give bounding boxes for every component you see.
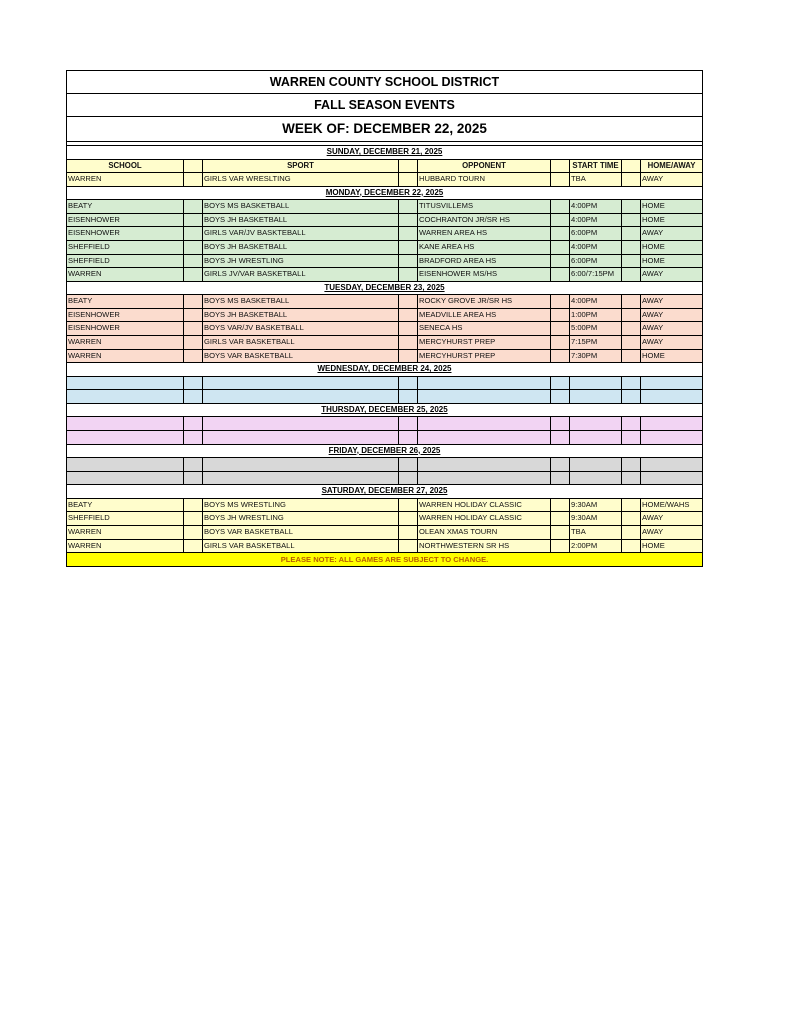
school-cell — [67, 390, 184, 403]
home-away-cell: AWAY — [642, 228, 664, 238]
start-time-cell: 7:15PM — [570, 336, 622, 349]
sport-cell: BOYS MS BASKETBALL — [203, 295, 399, 308]
spacer-cell — [184, 173, 203, 186]
spacer-cell — [622, 160, 641, 173]
event-row — [67, 255, 702, 269]
spacer-cell — [184, 512, 203, 525]
sport-cell: BOYS MS WRESTLING — [203, 499, 399, 512]
spacer-cell — [184, 417, 203, 430]
spacer-cell — [551, 241, 570, 254]
spacer-cell — [399, 255, 418, 268]
start-time-cell — [570, 458, 622, 471]
spacer-cell — [551, 377, 570, 390]
start-time-cell: 7:30PM — [570, 350, 622, 363]
spacer-cell — [622, 526, 641, 539]
spacer-cell — [399, 227, 418, 240]
schedule-sheet — [66, 70, 703, 567]
spacer-cell — [551, 309, 570, 322]
spacer-cell — [184, 160, 203, 173]
spacer-cell — [622, 322, 641, 335]
day-heading: TUESDAY, DECEMBER 23, 2025 — [67, 282, 702, 296]
spacer-cell — [184, 526, 203, 539]
event-row — [67, 214, 702, 228]
opponent-cell — [418, 390, 551, 403]
home-away-cell — [641, 458, 702, 471]
spacer-cell — [551, 512, 570, 525]
home-away-cell: HOME — [642, 241, 665, 251]
spacer-cell — [622, 377, 641, 390]
spacer-cell — [399, 268, 418, 281]
opponent-cell — [418, 377, 551, 390]
spacer-cell — [184, 336, 203, 349]
spacer-cell — [551, 417, 570, 430]
days-container — [67, 146, 702, 553]
home-away-cell: AWAY — [642, 296, 664, 306]
spacer-cell — [622, 458, 641, 471]
spacer-cell — [622, 173, 641, 186]
home-away-cell: AWAY — [642, 526, 664, 536]
day-heading: THURSDAY, DECEMBER 25, 2025 — [67, 404, 702, 418]
school-cell: BEATY — [67, 499, 184, 512]
start-time-cell: TBA — [570, 526, 622, 539]
opponent-cell: TITUSVILLEMS — [418, 200, 551, 213]
school-cell: SHEFFIELD — [67, 512, 184, 525]
event-row — [67, 322, 702, 336]
spacer-cell — [184, 431, 203, 444]
school-cell: BEATY — [67, 200, 184, 213]
sport-cell: BOYS MS BASKETBALL — [203, 200, 399, 213]
school-cell: WARREN — [67, 336, 184, 349]
spacer-cell — [551, 526, 570, 539]
school-cell: SHEFFIELD — [67, 241, 184, 254]
spacer-cell — [184, 322, 203, 335]
start-time-cell: 6:00/7:15PM — [570, 268, 622, 281]
school-cell — [67, 431, 184, 444]
spacer-cell — [551, 458, 570, 471]
event-row — [67, 377, 702, 391]
spacer-cell — [184, 377, 203, 390]
spacer-cell — [399, 390, 418, 403]
start-time-cell: 6:00PM — [570, 255, 622, 268]
event-row — [67, 499, 702, 513]
spacer-cell — [399, 336, 418, 349]
opponent-cell: KANE AREA HS — [418, 241, 551, 254]
spacer-cell — [622, 214, 641, 227]
spacer-cell — [622, 255, 641, 268]
spacer-cell — [399, 214, 418, 227]
sport-cell: BOYS VAR/JV BASKETBALL — [203, 322, 399, 335]
event-row — [67, 173, 702, 187]
home-away-cell: AWAY — [642, 174, 664, 184]
spacer-cell — [184, 214, 203, 227]
school-cell: WARREN — [67, 526, 184, 539]
start-time-cell — [570, 472, 622, 485]
sport-cell: BOYS VAR BASKETBALL — [203, 526, 399, 539]
sport-cell: GIRLS JV/VAR BASKETBALL — [203, 268, 399, 281]
sport-cell: GIRLS VAR/JV BASKTEBALL — [203, 227, 399, 240]
home-away-cell: HOME — [642, 201, 665, 211]
spacer-cell — [399, 512, 418, 525]
spacer-cell — [184, 350, 203, 363]
school-cell — [67, 472, 184, 485]
start-time-cell: 1:00PM — [570, 309, 622, 322]
spacer-cell — [622, 431, 641, 444]
spacer-cell — [184, 268, 203, 281]
school-cell: EISENHOWER — [67, 214, 184, 227]
opponent-cell: MERCYHURST PREP — [418, 336, 551, 349]
spacer-cell — [622, 268, 641, 281]
event-row — [67, 526, 702, 540]
start-time-cell — [570, 431, 622, 444]
spacer-cell — [622, 200, 641, 213]
spacer-cell — [622, 295, 641, 308]
spacer-cell — [551, 336, 570, 349]
sport-cell: GIRLS VAR BASKETBALL — [203, 540, 399, 553]
school-cell: BEATY — [67, 295, 184, 308]
school-cell: WARREN — [67, 350, 184, 363]
opponent-cell — [418, 431, 551, 444]
sport-cell: GIRLS VAR WRESLTING — [203, 173, 399, 186]
opponent-cell: WARREN AREA HS — [418, 227, 551, 240]
spacer-cell — [399, 458, 418, 471]
home-away-cell: AWAY — [642, 309, 664, 319]
sport-cell: BOYS JH WRESTLING — [203, 255, 399, 268]
sport-cell — [203, 458, 399, 471]
event-row — [67, 309, 702, 323]
day-heading: MONDAY, DECEMBER 22, 2025 — [67, 187, 702, 201]
column-header-row — [67, 160, 702, 174]
sport-cell — [203, 417, 399, 430]
event-row — [67, 268, 702, 282]
spacer-cell — [622, 241, 641, 254]
home-away-cell: AWAY — [642, 323, 664, 333]
spacer-cell — [551, 499, 570, 512]
start-time-cell — [570, 417, 622, 430]
spacer-cell — [551, 295, 570, 308]
start-time-cell: 4:00PM — [570, 214, 622, 227]
opponent-cell: MERCYHURST PREP — [418, 350, 551, 363]
opponent-cell: COCHRANTON JR/SR HS — [418, 214, 551, 227]
start-time-cell: 4:00PM — [570, 200, 622, 213]
school-cell: EISENHOWER — [67, 309, 184, 322]
spacer-cell — [399, 499, 418, 512]
opponent-cell: ROCKY GROVE JR/SR HS — [418, 295, 551, 308]
spacer-cell — [622, 417, 641, 430]
start-time-cell: 9:30AM — [570, 499, 622, 512]
home-away-cell — [641, 390, 702, 403]
school-cell: WARREN — [67, 173, 184, 186]
sport-cell: BOYS JH BASKETBALL — [203, 214, 399, 227]
spacer-cell — [551, 540, 570, 553]
spacer-cell — [399, 322, 418, 335]
spacer-cell — [399, 173, 418, 186]
spacer-cell — [399, 377, 418, 390]
spacer-cell — [399, 540, 418, 553]
spacer-cell — [551, 472, 570, 485]
home-away-cell: HOME — [642, 350, 665, 360]
home-away-cell: HOME/WAHS — [642, 499, 690, 509]
event-row — [67, 472, 702, 486]
spacer-cell — [622, 512, 641, 525]
column-header-opponent: OPPONENT — [418, 160, 551, 173]
spacer-cell — [184, 499, 203, 512]
start-time-cell: 6:00PM — [570, 227, 622, 240]
event-row — [67, 227, 702, 241]
home-away-cell: HOME — [642, 540, 665, 550]
opponent-cell: MEADVILLE AREA HS — [418, 309, 551, 322]
sport-cell: GIRLS VAR BASKETBALL — [203, 336, 399, 349]
event-row — [67, 540, 702, 554]
spacer-cell — [622, 540, 641, 553]
spacer-cell — [551, 390, 570, 403]
spacer-cell — [551, 431, 570, 444]
spacer-cell — [399, 200, 418, 213]
home-away-cell: AWAY — [642, 513, 664, 523]
sport-cell: BOYS JH BASKETBALL — [203, 241, 399, 254]
spacer-cell — [399, 417, 418, 430]
spacer-cell — [551, 173, 570, 186]
spacer-cell — [184, 309, 203, 322]
spacer-cell — [622, 309, 641, 322]
footer-note: PLEASE NOTE: ALL GAMES ARE SUBJECT TO CHANGE. — [67, 553, 702, 566]
opponent-cell — [418, 472, 551, 485]
opponent-cell: HUBBARD TOURN — [418, 173, 551, 186]
event-row — [67, 431, 702, 445]
opponent-cell — [418, 458, 551, 471]
spacer-cell — [551, 322, 570, 335]
start-time-cell: 4:00PM — [570, 241, 622, 254]
home-away-cell — [641, 377, 702, 390]
spacer-cell — [399, 431, 418, 444]
week-title: WEEK OF: DECEMBER 22, 2025 — [67, 117, 702, 142]
home-away-cell: AWAY — [642, 269, 664, 279]
spacer-cell — [551, 350, 570, 363]
start-time-cell: 9:30AM — [570, 512, 622, 525]
spacer-cell — [399, 160, 418, 173]
sport-cell — [203, 377, 399, 390]
spacer-cell — [551, 214, 570, 227]
start-time-cell — [570, 377, 622, 390]
event-row — [67, 241, 702, 255]
spacer-cell — [184, 472, 203, 485]
spacer-cell — [399, 350, 418, 363]
sport-cell: BOYS JH WRESTLING — [203, 512, 399, 525]
spacer-cell — [184, 255, 203, 268]
home-away-cell: HOME — [642, 255, 665, 265]
sport-cell — [203, 472, 399, 485]
start-time-cell: 5:00PM — [570, 322, 622, 335]
spacer-cell — [184, 390, 203, 403]
event-row — [67, 458, 702, 472]
spacer-cell — [399, 295, 418, 308]
spacer-cell — [551, 255, 570, 268]
school-cell — [67, 377, 184, 390]
day-heading: FRIDAY, DECEMBER 26, 2025 — [67, 445, 702, 459]
sport-cell: BOYS VAR BASKETBALL — [203, 350, 399, 363]
season-title: FALL SEASON EVENTS — [67, 94, 702, 117]
event-row — [67, 200, 702, 214]
spacer-cell — [184, 227, 203, 240]
spacer-cell — [399, 472, 418, 485]
home-away-cell — [641, 431, 702, 444]
school-cell — [67, 458, 184, 471]
opponent-cell: OLEAN XMAS TOURN — [418, 526, 551, 539]
day-heading: WEDNESDAY, DECEMBER 24, 2025 — [67, 363, 702, 377]
spacer-cell — [551, 160, 570, 173]
column-header-school: SCHOOL — [67, 160, 184, 173]
spacer-cell — [184, 458, 203, 471]
start-time-cell — [570, 390, 622, 403]
home-away-cell: AWAY — [642, 337, 664, 347]
start-time-cell: 2:00PM — [570, 540, 622, 553]
spacer-cell — [399, 309, 418, 322]
spacer-cell — [622, 472, 641, 485]
column-header-home-away: HOME/AWAY — [647, 160, 696, 170]
spacer-cell — [622, 499, 641, 512]
day-heading: SUNDAY, DECEMBER 21, 2025 — [67, 146, 702, 160]
column-header-start-time: START TIME — [570, 160, 622, 173]
start-time-cell: 4:00PM — [570, 295, 622, 308]
spacer-cell — [184, 540, 203, 553]
spacer-cell — [399, 526, 418, 539]
event-row — [67, 350, 702, 364]
sport-cell — [203, 431, 399, 444]
column-header-sport: SPORT — [203, 160, 399, 173]
home-away-cell: HOME — [642, 214, 665, 224]
opponent-cell: SENECA HS — [418, 322, 551, 335]
school-cell — [67, 417, 184, 430]
spacer-cell — [399, 241, 418, 254]
spacer-cell — [622, 350, 641, 363]
spacer-cell — [551, 200, 570, 213]
school-cell: EISENHOWER — [67, 322, 184, 335]
school-cell: WARREN — [67, 268, 184, 281]
spacer-cell — [622, 336, 641, 349]
opponent-cell: NORTHWESTERN SR HS — [418, 540, 551, 553]
day-heading: SATURDAY, DECEMBER 27, 2025 — [67, 485, 702, 499]
spacer-cell — [622, 390, 641, 403]
spacer-cell — [184, 200, 203, 213]
opponent-cell: EISENHOWER MS/HS — [418, 268, 551, 281]
spacer-cell — [551, 268, 570, 281]
spacer-cell — [622, 227, 641, 240]
school-cell: SHEFFIELD — [67, 255, 184, 268]
district-title: WARREN COUNTY SCHOOL DISTRICT — [67, 71, 702, 94]
spacer-cell — [184, 295, 203, 308]
school-cell: EISENHOWER — [67, 227, 184, 240]
home-away-cell — [641, 472, 702, 485]
opponent-cell: WARREN HOLIDAY CLASSIC — [418, 499, 551, 512]
event-row — [67, 336, 702, 350]
event-row — [67, 295, 702, 309]
opponent-cell — [418, 417, 551, 430]
event-row — [67, 512, 702, 526]
opponent-cell: WARREN HOLIDAY CLASSIC — [418, 512, 551, 525]
start-time-cell: TBA — [570, 173, 622, 186]
home-away-cell — [641, 417, 702, 430]
event-row — [67, 390, 702, 404]
sport-cell: BOYS JH BASKETBALL — [203, 309, 399, 322]
sport-cell — [203, 390, 399, 403]
spacer-cell — [184, 241, 203, 254]
school-cell: WARREN — [67, 540, 184, 553]
opponent-cell: BRADFORD AREA HS — [418, 255, 551, 268]
event-row — [67, 417, 702, 431]
spacer-cell — [551, 227, 570, 240]
